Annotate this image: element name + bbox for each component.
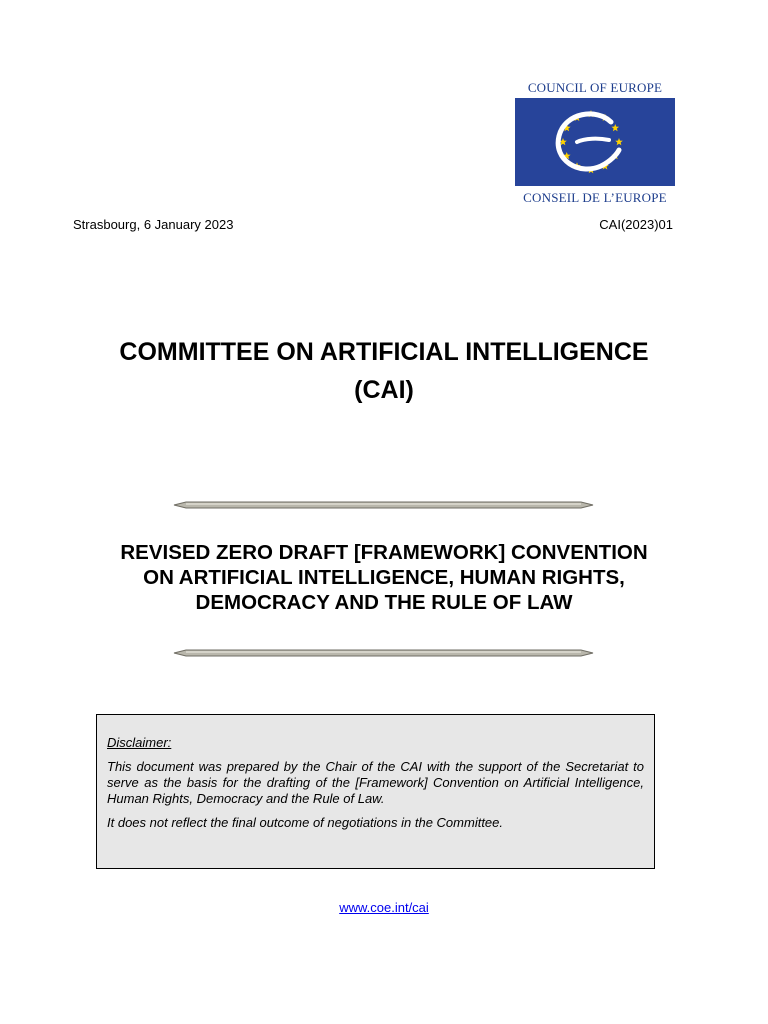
council-of-europe-logo xyxy=(513,80,677,206)
committee-name: COMMITTEE ON ARTIFICIAL INTELLIGENCE xyxy=(119,338,649,366)
decorative-rule-top xyxy=(172,499,595,511)
committee-acronym: (CAI) xyxy=(354,376,414,404)
council-of-europe-emblem-icon xyxy=(515,98,675,186)
decorative-rule-bottom xyxy=(172,647,595,659)
committee-heading xyxy=(60,333,708,409)
website-link[interactable]: www.coe.int/cai xyxy=(339,900,429,915)
draft-title-line: ON ARTIFICIAL INTELLIGENCE, HUMAN RIGHTS, xyxy=(143,566,625,589)
disclaimer-heading: Disclaimer: xyxy=(107,735,172,750)
draft-title-line: DEMOCRACY AND THE RULE OF LAW xyxy=(195,591,573,614)
place-date: Strasbourg, 6 January 2023 xyxy=(73,217,234,232)
disclaimer-box xyxy=(96,714,655,869)
document-reference: CAI(2023)01 xyxy=(599,217,673,232)
logo-top-text: COUNCIL OF EUROPE xyxy=(527,80,663,95)
disclaimer-paragraph: This document was prepared by the Chair of the CAI with the support of the Secretariat to serve as the basis for the drafting of the [Framework] Convention on Artificial Intelligence, Human Rights, Democracy and the Rule of Law. xyxy=(107,759,644,806)
disclaimer-paragraph: It does not reflect the final outcome of negotiations in the Committee. xyxy=(107,815,503,830)
logo-bottom-text: CONSEIL DE L’EUROPE xyxy=(523,190,667,205)
draft-title-line: REVISED ZERO DRAFT [FRAMEWORK] CONVENTION xyxy=(120,541,648,564)
draft-title xyxy=(60,540,708,615)
